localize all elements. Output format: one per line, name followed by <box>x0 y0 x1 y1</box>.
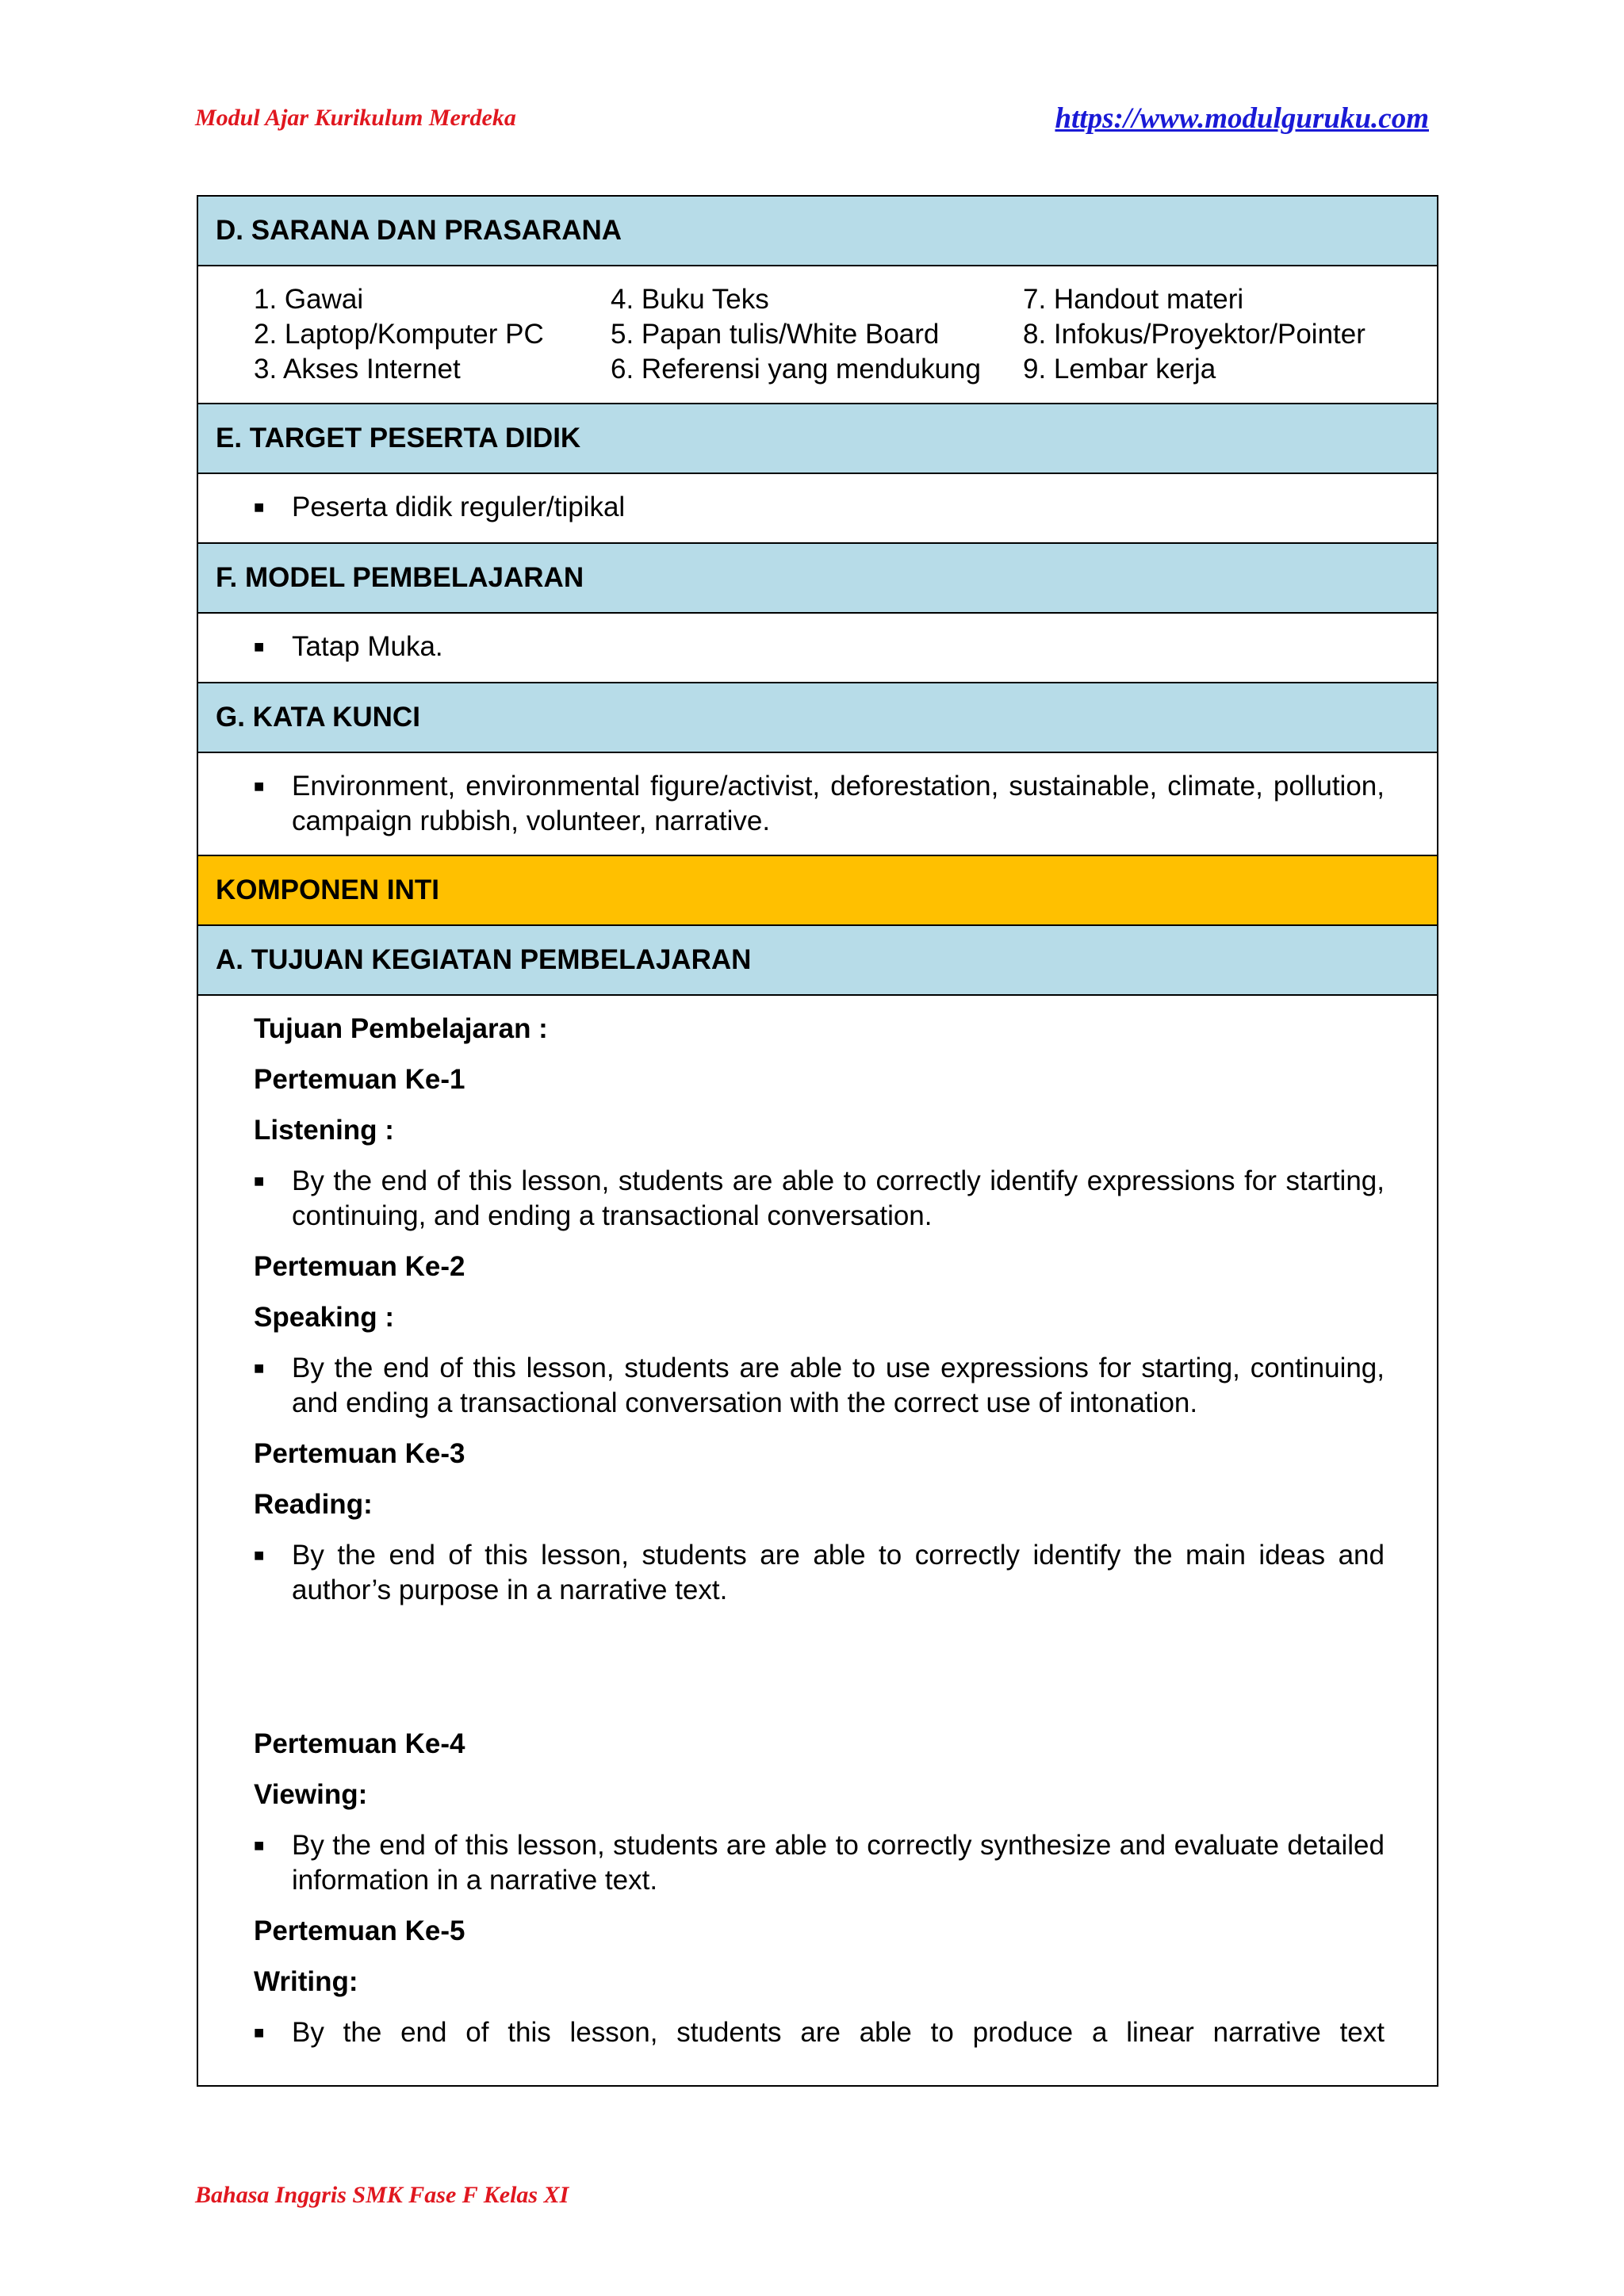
section-f-heading <box>198 544 1437 614</box>
section-e-title: E. TARGET PESERTA DIDIK <box>216 423 581 453</box>
bullet-square-icon: ■ <box>254 776 265 796</box>
bullet-square-icon: ■ <box>254 1358 265 1378</box>
facility-item: 8. Infokus/Proyektor/Pointer <box>1023 319 1365 350</box>
list-item <box>254 2015 1385 2050</box>
list-item <box>254 1351 1385 1421</box>
section-g-content <box>198 753 1437 856</box>
section-f-title: F. MODEL PEMBELAJARAN <box>216 562 584 593</box>
objective-text: By the end of this lesson, students are able to correctly identify the main ideas and author’s purpose in a narrative text. <box>292 1540 1385 1605</box>
skill-title: Listening : <box>254 1115 394 1146</box>
facility-item: 7. Handout materi <box>1023 284 1244 315</box>
section-a-content <box>198 996 1437 2050</box>
objective-text: By the end of this lesson, students are able to correctly identify expressions for starting, continuing, and ending a transactional conversation. <box>292 1165 1385 1231</box>
section-a-title: A. TUJUAN KEGIATAN PEMBELAJARAN <box>216 944 752 975</box>
list-item <box>254 769 1385 839</box>
skill-title: Speaking : <box>254 1302 394 1333</box>
section-e-heading <box>198 404 1437 474</box>
section-d-content <box>198 266 1437 404</box>
section-f-content <box>198 614 1437 683</box>
komponen-inti-heading <box>198 856 1437 926</box>
bullet-square-icon: ■ <box>254 1835 265 1855</box>
bullet-square-icon: ■ <box>254 2022 265 2042</box>
list-item <box>254 1538 1385 1608</box>
facilities-list <box>254 282 1385 387</box>
meeting-title: Pertemuan Ke-5 <box>254 1915 465 1946</box>
skill-title: Viewing: <box>254 1779 368 1810</box>
section-g-title: G. KATA KUNCI <box>216 702 420 733</box>
header-website-link[interactable]: https://www.modulguruku.com <box>1055 102 1429 135</box>
meeting-title: Pertemuan Ke-3 <box>254 1438 465 1469</box>
facility-item: 6. Referensi yang mendukung <box>611 354 981 385</box>
objectives-intro: Tujuan Pembelajaran : <box>254 1013 548 1044</box>
learning-model-text: Tatap Muka. <box>292 631 443 662</box>
list-item <box>254 1164 1385 1234</box>
bullet-square-icon: ■ <box>254 1545 265 1565</box>
skill-title: Reading: <box>254 1489 373 1520</box>
keywords-text: Environment, environmental figure/activist, deforestation, sustainable, climate, pollution, campaign rubbish, volunteer, narrative. <box>292 771 1385 836</box>
section-e-content <box>198 474 1437 544</box>
facility-item: 4. Buku Teks <box>611 284 769 315</box>
facility-item: 5. Papan tulis/White Board <box>611 319 940 350</box>
section-g-heading <box>198 683 1437 753</box>
skill-title: Writing: <box>254 1966 358 1997</box>
target-student-text: Peserta didik reguler/tipikal <box>292 492 626 522</box>
meeting-title: Pertemuan Ke-1 <box>254 1064 465 1095</box>
komponen-inti-title: KOMPONEN INTI <box>216 874 439 905</box>
header-module-title: Modul Ajar Kurikulum Merdeka <box>195 105 516 131</box>
objective-text: By the end of this lesson, students are able to use expressions for starting, continuing, and ending a transactional conversation with the correct use of intonation. <box>292 1353 1385 1418</box>
section-a-heading <box>198 926 1437 996</box>
bullet-square-icon: ■ <box>254 497 265 517</box>
section-d-heading <box>198 197 1437 266</box>
facility-item: 3. Akses Internet <box>254 354 461 385</box>
bullet-square-icon: ■ <box>254 1171 265 1191</box>
objective-text: By the end of this lesson, students are able to correctly synthesize and evaluate detailed information in a narrative text. <box>292 1830 1385 1896</box>
list-item <box>254 1828 1385 1898</box>
facility-item: 2. Laptop/Komputer PC <box>254 319 544 350</box>
bullet-square-icon: ■ <box>254 637 265 656</box>
module-table <box>197 195 1438 2087</box>
objective-text: By the end of this lesson, students are able to produce a linear narrative text <box>292 2017 1385 2048</box>
footer-subject-label: Bahasa Inggris SMK Fase F Kelas XI <box>195 2182 569 2208</box>
list-item <box>254 490 1385 525</box>
meeting-title: Pertemuan Ke-2 <box>254 1251 465 1282</box>
meeting-title: Pertemuan Ke-4 <box>254 1728 465 1759</box>
list-item <box>254 629 1385 664</box>
facility-item: 1. Gawai <box>254 284 364 315</box>
section-d-title: D. SARANA DAN PRASARANA <box>216 215 622 246</box>
facility-item: 9. Lembar kerja <box>1023 354 1216 385</box>
